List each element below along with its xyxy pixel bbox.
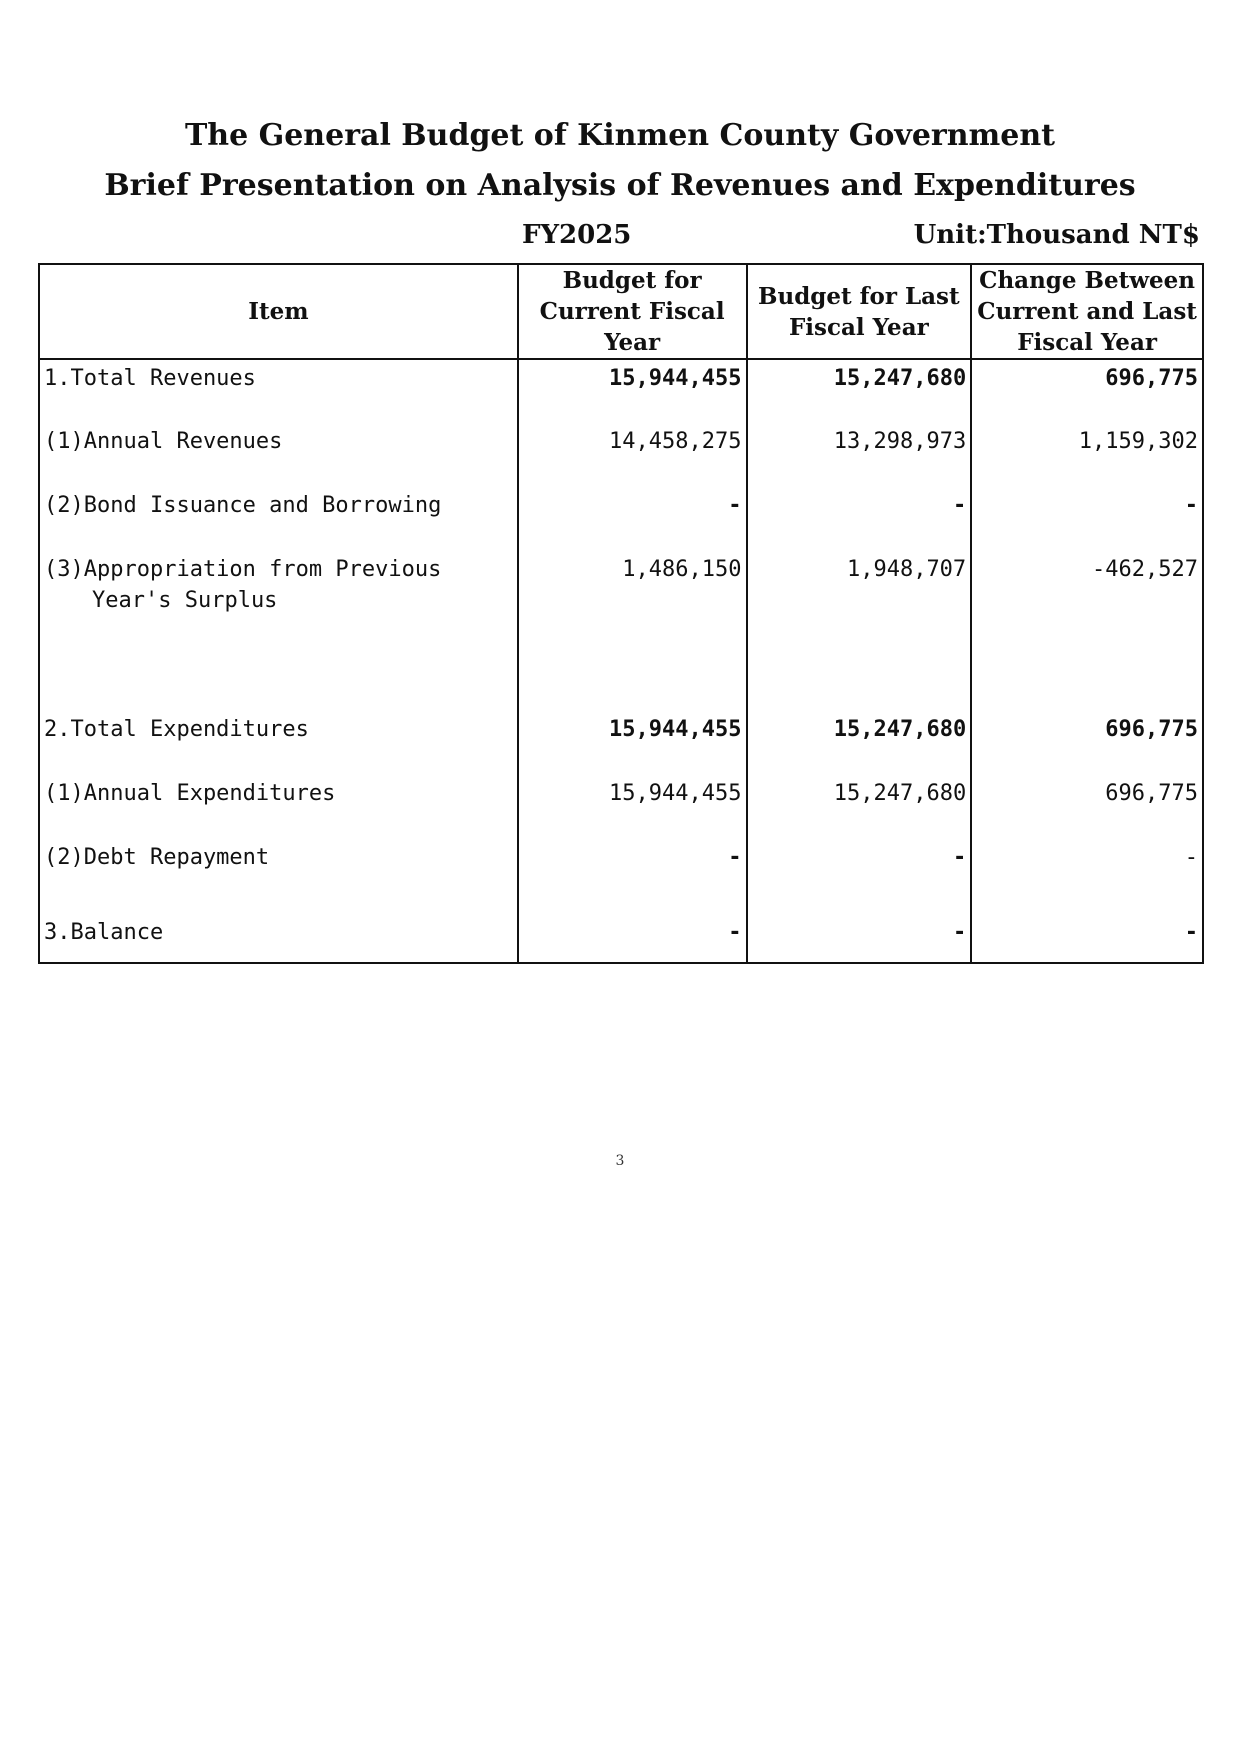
page-number: 3 — [615, 1153, 625, 1169]
current-budget-value: 1,486,150 — [518, 551, 747, 711]
table-row — [39, 487, 1203, 551]
last-budget-value: 13,298,973 — [747, 423, 972, 487]
last-budget-value: - — [747, 839, 972, 914]
last-budget-value: 15,247,680 — [747, 711, 972, 775]
row-item-label — [39, 551, 518, 711]
column-header-current-budget: Budget for Current Fiscal Year — [518, 264, 747, 359]
last-budget-value: 1,948,707 — [747, 551, 972, 711]
fiscal-year-label: FY2025 — [522, 220, 632, 250]
table-row — [39, 839, 1203, 914]
table-row — [39, 711, 1203, 775]
column-header-change: Change Between Current and Last Fiscal Year — [971, 264, 1203, 359]
last-budget-value: - — [747, 487, 972, 551]
last-budget-value: - — [747, 914, 972, 963]
current-budget-value: - — [518, 487, 747, 551]
table-row — [39, 914, 1203, 963]
change-value: - — [971, 487, 1203, 551]
current-budget-value: 15,944,455 — [518, 359, 747, 423]
document-subtitle: Brief Presentation on Analysis of Revenues and Expenditures — [104, 168, 1136, 203]
row-item-label: 2.Total Expenditures — [39, 711, 518, 775]
change-value: - — [971, 914, 1203, 963]
table-row — [39, 775, 1203, 839]
change-value: 696,775 — [971, 359, 1203, 423]
table-header-row — [39, 264, 1203, 359]
row-item-label: (2)Debt Repayment — [39, 839, 518, 914]
table-row — [39, 359, 1203, 423]
change-value: -462,527 — [971, 551, 1203, 711]
current-budget-value: 15,944,455 — [518, 775, 747, 839]
table-row — [39, 551, 1203, 711]
budget-table — [38, 263, 1204, 962]
change-value: - — [971, 839, 1203, 914]
unit-label: Unit:Thousand NT$ — [913, 220, 1200, 250]
column-header-item: Item — [39, 264, 518, 359]
last-budget-value: 15,247,680 — [747, 359, 972, 423]
table-row — [39, 423, 1203, 487]
row-item-label: 3.Balance — [39, 914, 518, 963]
document-title: The General Budget of Kinmen County Government — [184, 118, 1056, 153]
change-value: 696,775 — [971, 711, 1203, 775]
row-item-label-line2: Year's Surplus — [92, 588, 278, 613]
row-item-label: (2)Bond Issuance and Borrowing — [39, 487, 518, 551]
current-budget-value: - — [518, 839, 747, 914]
row-item-label: (1)Annual Revenues — [39, 423, 518, 487]
last-budget-value: 15,247,680 — [747, 775, 972, 839]
row-item-label: (1)Annual Expenditures — [39, 775, 518, 839]
current-budget-value: - — [518, 914, 747, 963]
change-value: 696,775 — [971, 775, 1203, 839]
row-item-label-line1: (3)Appropriation from Previous — [44, 557, 442, 582]
current-budget-value: 14,458,275 — [518, 423, 747, 487]
current-budget-value: 15,944,455 — [518, 711, 747, 775]
change-value: 1,159,302 — [971, 423, 1203, 487]
row-item-label: 1.Total Revenues — [39, 359, 518, 423]
column-header-last-budget: Budget for Last Fiscal Year — [747, 264, 972, 359]
